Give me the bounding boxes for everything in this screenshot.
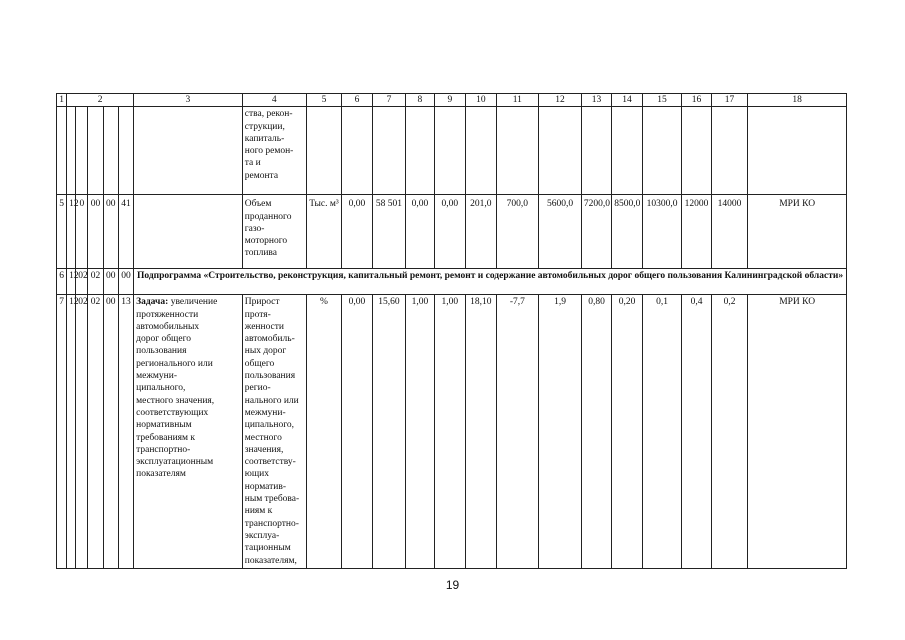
value-cell: 1,00 [434, 295, 465, 569]
header-cell: 16 [682, 94, 711, 107]
value-cell: -7,7 [496, 295, 539, 569]
code-cell: 41 [118, 195, 133, 269]
value-cell: 10300,0 [642, 195, 682, 269]
header-row [57, 94, 847, 107]
value-cell: 0,4 [682, 295, 711, 569]
header-cell: 9 [434, 94, 465, 107]
continuation-row [57, 107, 847, 195]
value-cell: 0,20 [612, 295, 642, 569]
code-cell: 13 [118, 295, 133, 569]
value-cell: 0,80 [581, 295, 611, 569]
header-cell: 11 [496, 94, 539, 107]
task-label: Задача: [136, 297, 169, 308]
header-cell: 17 [711, 94, 748, 107]
table-row [57, 195, 847, 269]
header-cell: 15 [642, 94, 682, 107]
code-cell: 00 [103, 269, 118, 295]
indicators-table [56, 93, 847, 569]
value-cell: 18,10 [466, 295, 496, 569]
header-cell: 12 [539, 94, 582, 107]
row-number: 6 [57, 269, 67, 295]
header-cell: 8 [406, 94, 434, 107]
value-cell: 5600,0 [539, 195, 582, 269]
code-cell: 00 [88, 195, 103, 269]
unit-cell: Тыс. м³ [306, 195, 342, 269]
value-cell: 0,2 [711, 295, 748, 569]
value-cell: 1,9 [539, 295, 582, 569]
header-cell: 6 [342, 94, 372, 107]
code-cell: 12 [67, 295, 76, 569]
value-cell: 0,00 [342, 195, 372, 269]
value-cell: 1,00 [406, 295, 434, 569]
code-cell: 00 [103, 295, 118, 569]
header-cell: 1 [57, 94, 67, 107]
indicator-name: Прирост протя- женности автомобиль- ных дорог общего пользования регио- нального или межмуни- ципального, местного значения, соответству- ющих норматив- ным требова- ниям к транспортно- эксплуа- тационным показателям, [242, 295, 306, 569]
table-row [57, 295, 847, 569]
unit-cell: % [306, 295, 342, 569]
header-cell: 3 [134, 94, 243, 107]
value-cell: 0,00 [434, 195, 465, 269]
code-cell: 02 [76, 295, 88, 569]
value-cell: 58 501 [372, 195, 406, 269]
value-cell: 8500,0 [612, 195, 642, 269]
task-text: увеличение протяженности автомобильных дорог общего пользования регионального или межмуни- ципального, местного значения, соответствующих нормативным требованиям к транспортно- эксплуатационным показателям [136, 297, 218, 480]
code-cell: 00 [118, 269, 133, 295]
value-cell: 0,00 [406, 195, 434, 269]
value-cell: 0,00 [342, 295, 372, 569]
code-cell: 12 [67, 269, 76, 295]
header-cell: 18 [748, 94, 847, 107]
subprogram-row [57, 269, 847, 295]
header-cell: 14 [612, 94, 642, 107]
code-cell: 02 [76, 269, 88, 295]
code-cell: 02 [88, 269, 103, 295]
row-number: 5 [57, 195, 67, 269]
code-cell: 0 [76, 195, 88, 269]
value-cell: 0,1 [642, 295, 682, 569]
header-cell: 2 [67, 94, 134, 107]
value-cell: 14000 [711, 195, 748, 269]
value-cell: 12000 [682, 195, 711, 269]
code-cell: 12 [67, 195, 76, 269]
row-number: 7 [57, 295, 67, 569]
value-cell: 201,0 [466, 195, 496, 269]
code-cell: 00 [103, 195, 118, 269]
header-cell: 5 [306, 94, 342, 107]
page-number: 19 [445, 578, 460, 592]
value-cell: 15,60 [372, 295, 406, 569]
header-cell: 13 [581, 94, 611, 107]
header-cell: 10 [466, 94, 496, 107]
responsible-cell: МРИ КО [748, 295, 847, 569]
indicator-name: Объем проданного газо- моторного топлива [242, 195, 306, 269]
value-cell: 7200,0 [581, 195, 611, 269]
responsible-cell: МРИ КО [748, 195, 847, 269]
header-cell: 7 [372, 94, 406, 107]
subprogram-title: Подпрограмма «Строительство, реконструкция, капитальный ремонт, ремонт и содержание автомобильных дорог общего пользования Калининградской области» [134, 269, 847, 295]
code-cell: 02 [88, 295, 103, 569]
header-cell: 4 [242, 94, 306, 107]
task-description [134, 295, 243, 569]
indicator-name: ства, рекон- струкции, капиталь- ного ремон- та и ремонта [242, 107, 306, 195]
value-cell: 700,0 [496, 195, 539, 269]
